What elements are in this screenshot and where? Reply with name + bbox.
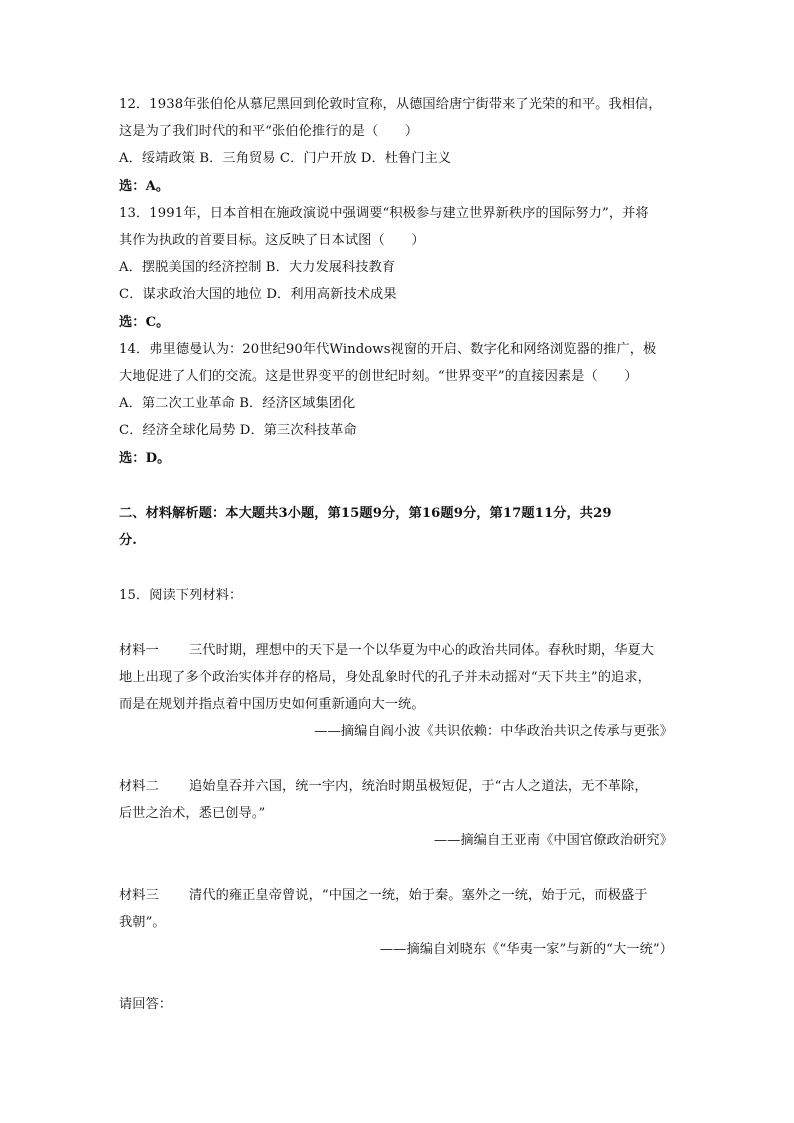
q14-options-line1: A．第二次工业革命 B．经济区域集团化 bbox=[119, 396, 356, 411]
q14-options-line2: C．经济全球化局势 D．第三次科技革命 bbox=[119, 423, 357, 438]
q12-stem-line1: 12．1938年张伯伦从慕尼黑回到伦敦时宣称，从德国给唐宁街带来了光荣的和平。我相信， bbox=[119, 97, 662, 112]
material3-line1 bbox=[119, 886, 648, 906]
material1-line1 bbox=[119, 641, 654, 661]
section2-heading-line2: 分. bbox=[119, 533, 137, 548]
material1-text-line1: 三代时期，理想中的天下是一个以华夏为中心的政治共同体。春秋时期，华夏大 bbox=[189, 643, 655, 658]
material2-line2: 后世之治术，悉已创导。” bbox=[119, 806, 266, 821]
material1-line3: 而是在规划并指点着中国历史如何重新通向大一统。 bbox=[119, 697, 425, 712]
q13-options-line2: C．谋求政治大国的地位 D．利用高新技术成果 bbox=[119, 287, 397, 302]
material3-line2: 我朝”。 bbox=[119, 915, 166, 930]
q14-stem-line1: 14．弗里德曼认为：20世纪90年代Windows视窗的开启、数字化和网络浏览器的推广，极 bbox=[119, 342, 657, 357]
material3-text-line1: 清代的雍正皇帝曾说，“中国之一统，始于秦。塞外之一统，始于元，而极盛于 bbox=[189, 888, 648, 903]
material2-source: ——摘编自王亚南《中国官僚政治研究》 bbox=[433, 833, 673, 848]
q12-answer: 选：A。 bbox=[119, 179, 170, 194]
q15-prompt: 请回答： bbox=[119, 997, 173, 1012]
q13-stem-line2: 其作为执政的首要目标。这反映了日本试图（ ） bbox=[119, 233, 425, 248]
q15-intro: 15．阅读下列材料： bbox=[119, 588, 243, 603]
material2-text-line1: 追始皇吞并六国，统一宇内，统治时期虽极短促，于“古人之道法，无不革除， bbox=[189, 779, 648, 794]
material2-line1 bbox=[119, 777, 648, 797]
section2-heading-line1: 二、材料解析题：本大题共3小题，第15题9分，第16题9分，第17题11分，共29 bbox=[119, 506, 612, 521]
material3-source: ——摘编自刘晓东《“华夷一家”与新的“大一统”） bbox=[379, 942, 673, 957]
q13-stem-line1: 13．1991年，日本首相在施政演说中强调要“积极参与建立世界新秩序的国际努力”，并将 bbox=[119, 206, 649, 221]
q13-answer: 选：C。 bbox=[119, 315, 170, 330]
material3-label: 材料三 bbox=[119, 888, 159, 903]
q14-answer: 选：D。 bbox=[119, 451, 171, 466]
q13-options-line1: A．摆脱美国的经济控制 B．大力发展科技教育 bbox=[119, 260, 396, 275]
material2-label: 材料二 bbox=[119, 779, 159, 794]
q12-options: A．绥靖政策 B．三角贸易 C．门户开放 D．杜鲁门主义 bbox=[119, 151, 452, 166]
material1-label: 材料一 bbox=[119, 643, 159, 658]
q12-stem-line2: 这是为了我们时代的和平“张伯伦推行的是（ ） bbox=[119, 124, 419, 139]
material1-line2: 地上出现了多个政治实体并存的格局，身处乱象时代的孔子并未动摇对“天下共主”的追求， bbox=[119, 670, 651, 685]
q14-stem-line2: 大地促进了人们的交流。这是世界变平的创世纪时刻。“世界变平”的直接因素是（ ） bbox=[119, 369, 638, 384]
material1-source: ——摘编自阎小波《共识依赖：中华政治共识之传承与更张》 bbox=[314, 724, 673, 739]
